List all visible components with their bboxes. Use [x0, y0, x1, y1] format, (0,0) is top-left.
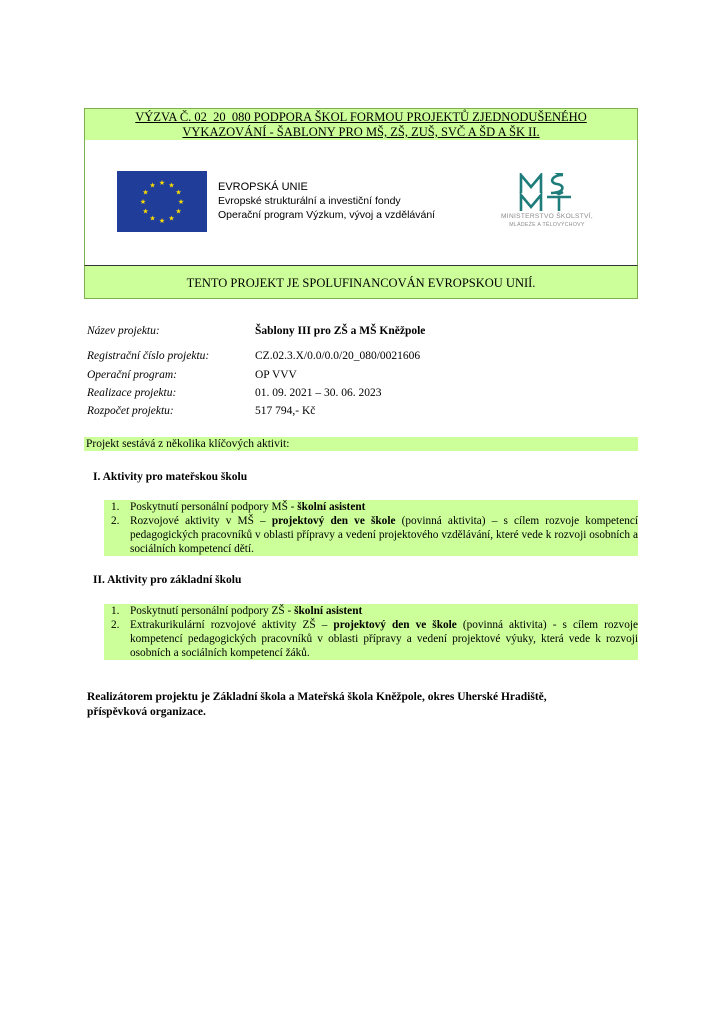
eu-logo-title: EVROPSKÁ UNIE — [218, 181, 308, 193]
info-value: 01. 09. 2021 – 30. 06. 2023 — [255, 387, 382, 399]
list-text: (povinná aktivita) – s cílem rozvoje kompetencí pedagogických pracovníků v oblasti přípravy a vedení projektového vzdělávání, které vede k rozvoji osobních a sociálních kompetencí dětí. — [130, 515, 639, 555]
eu-star-icon: ★ — [149, 181, 156, 190]
list-text-bold: projektový den ve škole — [271, 515, 396, 527]
primary-school-activity-list — [104, 604, 638, 660]
cofinancing-band — [84, 266, 638, 299]
eu-star-icon: ★ — [158, 217, 166, 225]
list-number: 2. — [111, 619, 120, 631]
list-text: (povinná aktivita) - s cílem rozvoje kompetencí pedagogických pracovníků v oblasti přípravy a vedení projektové výuky, která vede k rozvoji osobních a sociálních kompetencí žáků. — [130, 619, 638, 659]
eu-stars-icon — [117, 171, 207, 232]
list-item — [104, 500, 638, 514]
eu-logo-programme: Operační program Výzkum, vývoj a vzdělávání — [218, 209, 436, 221]
list-text: Poskytnutí personální podpory MŠ - — [130, 501, 298, 513]
eu-flag-icon — [117, 171, 207, 232]
info-label: Název projektu: — [87, 325, 160, 337]
info-label: Realizace projektu: — [87, 387, 177, 399]
msmt-logo-icon — [517, 173, 575, 213]
list-item — [104, 604, 638, 618]
info-value: CZ.02.3.X/0.0/0.0/20_080/0021606 — [255, 350, 421, 362]
list-number: 1. — [111, 501, 120, 513]
list-text-bold: projektový den ve škole — [333, 619, 457, 631]
list-item — [104, 618, 638, 660]
list-text-bold: školní asistent — [297, 501, 366, 513]
info-label: Rozpočet projektu: — [87, 405, 174, 417]
info-label: Operační program: — [87, 369, 177, 381]
section-heading-kindergarten: I. Aktivity pro mateřskou školu — [93, 471, 248, 483]
list-number: 2. — [111, 515, 120, 527]
msmt-logo-line2: MLÁDEŽE A TĚLOVÝCHOVY — [509, 222, 585, 228]
eu-logo-funds: Evropské strukturální a investiční fondy — [218, 195, 401, 207]
cofinancing-text: TENTO PROJEKT JE SPOLUFINANCOVÁN EVROPSKOU UNIÍ. — [186, 276, 536, 290]
info-value: OP VVV — [255, 369, 297, 381]
eu-star-icon: ★ — [168, 214, 175, 223]
eu-star-icon: ★ — [168, 181, 175, 190]
list-number: 1. — [111, 605, 120, 617]
list-text: Rozvojové aktivity v MŠ – — [130, 515, 272, 527]
info-label: Registrační číslo projektu: — [87, 350, 210, 362]
logo-area — [84, 140, 638, 266]
eu-star-icon: ★ — [177, 198, 185, 206]
eu-star-icon: ★ — [149, 214, 156, 223]
eu-star-icon: ★ — [175, 188, 182, 197]
eu-star-icon: ★ — [142, 188, 149, 197]
call-title-line2: VYKAZOVÁNÍ - ŠABLONY PRO MŠ, ZŠ, ZUŠ, SVČ A ŠD A ŠK II. — [182, 125, 540, 139]
call-title-line1: VÝZVA Č. 02_20_080 PODPORA ŠKOL FORMOU PROJEKTŮ ZJEDNODUŠENÉHO — [135, 110, 587, 124]
eu-star-icon: ★ — [139, 198, 147, 206]
list-text: Extrakurikulární rozvojové aktivity ZŠ – — [130, 619, 334, 631]
eu-logo-text — [218, 180, 435, 222]
msmt-logo-line1: MINISTERSTVO ŠKOLSTVÍ, — [501, 213, 593, 220]
kindergarten-activity-list — [104, 500, 638, 556]
list-text-bold: školní asistent — [294, 605, 363, 617]
eu-star-icon: ★ — [175, 207, 182, 216]
consists-of-line: Projekt sestává z několika klíčových aktivit: — [84, 437, 638, 451]
list-item — [104, 514, 638, 556]
info-value: 517 794,- Kč — [255, 405, 316, 417]
list-text: Poskytnutí personální podpory ZŠ - — [130, 605, 295, 617]
eu-star-icon: ★ — [142, 207, 149, 216]
section-heading-primary-school: II. Aktivity pro základní školu — [93, 574, 242, 586]
call-title-band — [84, 108, 638, 140]
implementer-statement: Realizátorem projektu je Základní škola a Mateřská škola Kněžpole, okres Uherské Hradiště, příspěvková organizace. — [87, 691, 547, 718]
info-value: Šablony III pro ZŠ a MŠ Kněžpole — [255, 325, 426, 337]
eu-star-icon: ★ — [158, 179, 166, 187]
